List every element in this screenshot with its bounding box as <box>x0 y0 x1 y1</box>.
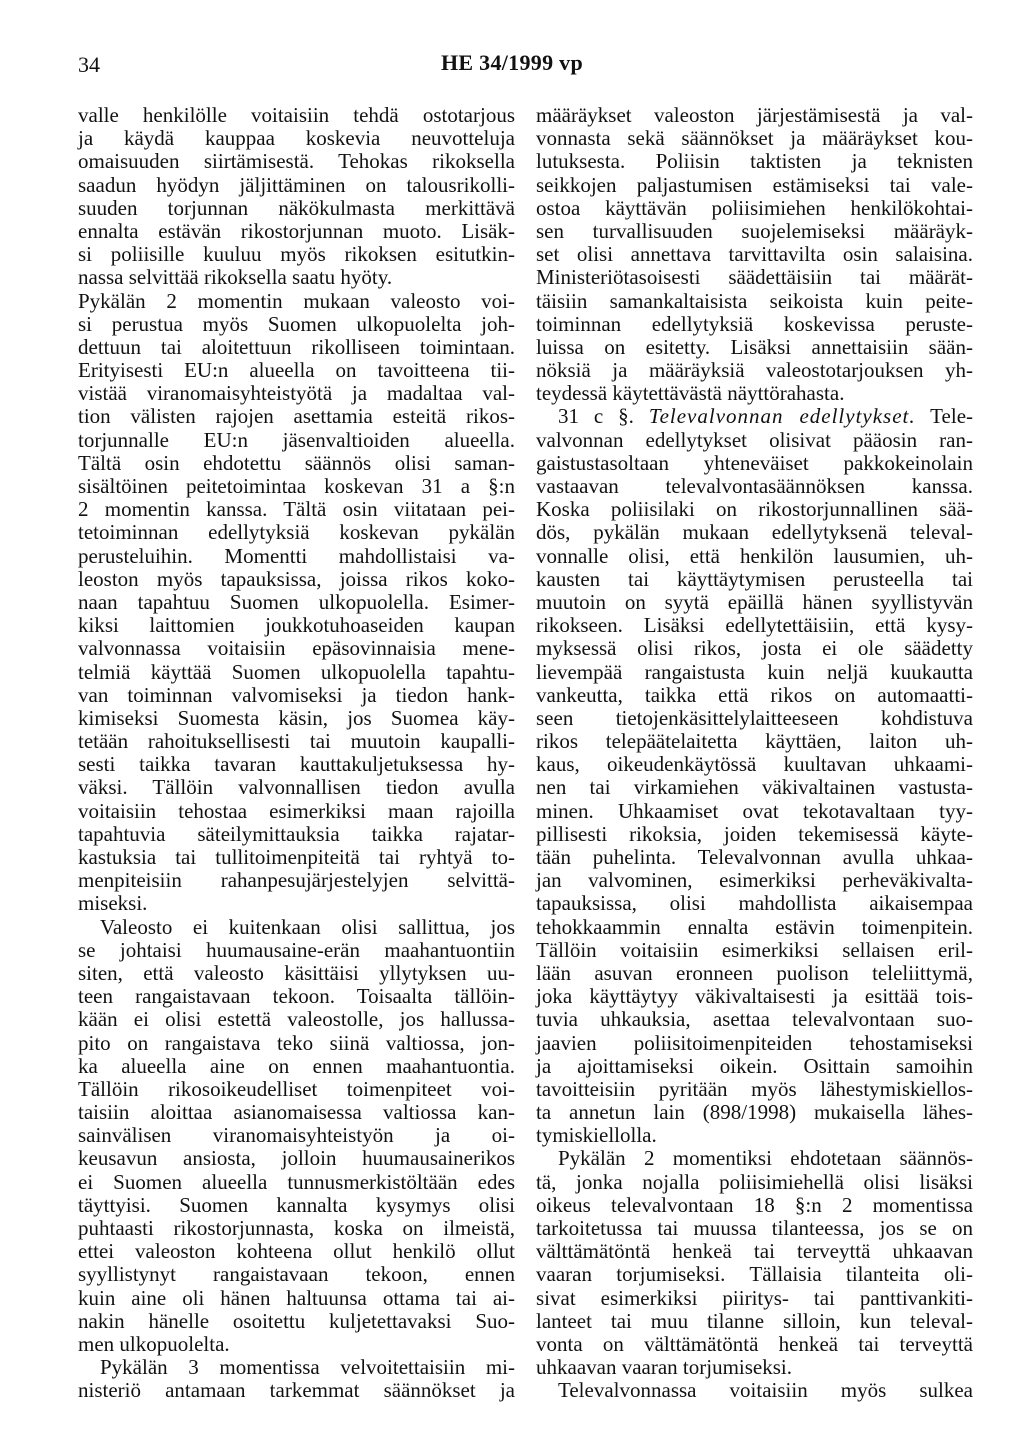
text-line: kausten tai käyttäytymisen perusteella tai <box>536 566 973 591</box>
text-line: jan valvominen, esimerkiksi perheväkivalta- <box>536 868 973 893</box>
text-line: tehokkaammin ennalta estävin toimenpitein. <box>536 914 973 939</box>
text-line: vistää viranomaisyhteistyötä ja madaltaa val- <box>78 381 515 406</box>
section-number: 31 c §. <box>558 404 634 429</box>
text-line: tymiskiellolla. <box>536 1123 657 1148</box>
text-line: kuin aine oli hänen haltuunsa ottama tai ai- <box>78 1285 515 1310</box>
text-line: Pykälän 2 momentiksi ehdotetaan säännös- <box>558 1146 973 1171</box>
page-number: 34 <box>78 52 100 77</box>
text-line: Erityisesti EU:n alueella on tavoitteena tii- <box>78 358 515 383</box>
text-line: syyllistynyt rangaistavaan tekoon, ennen <box>78 1262 515 1287</box>
text-line: lievempää rangaistusta kuin neljä kuukautta <box>536 659 973 684</box>
text-line: Televalvonnassa voitaisiin myös sulkea <box>558 1378 973 1403</box>
text-line: joka käyttäytyy väkivaltaisesti ja esittää tois- <box>536 984 973 1009</box>
text-line: ta annetun lain (898/1998) mukaisella lähes- <box>536 1100 973 1125</box>
text-line: van toiminnan valvomiseksi ja tiedon hank- <box>78 682 515 707</box>
text-line: pillisesti rikoksia, joiden tekemisessä käyte- <box>536 821 973 846</box>
text-line: vonta on välttämätöntä henkeä tai terveyttä <box>536 1331 973 1356</box>
text-line: Valeosto ei kuitenkaan olisi sallittua, jos <box>100 914 515 939</box>
text-line: minen. Uhkaamiset ovat tekotavaltaan tyy- <box>536 798 973 823</box>
text-line: teydessä käytettävästä näyttörahasta. <box>536 381 845 406</box>
text-line: luissa on esitetty. Lisäksi annettaisiin sään- <box>536 334 973 359</box>
text-line: lutuksesta. Poliisin taktisten ja teknisten <box>536 149 973 174</box>
text-line: ostoa käyttävän poliisimiehen henkilökohtai- <box>536 195 973 220</box>
text-line: muutoin on syytä epäillä hänen syyllistyvän <box>536 589 973 614</box>
section-title: Televalvonnan edellytykset. <box>648 404 916 429</box>
text-line: 31 c §. Televalvonnan edellytykset. Tele- <box>558 404 974 429</box>
text-line: sen turvallisuuden suojelemiseksi määräyk- <box>536 218 973 243</box>
text-line: vonnalle olisi, että henkilön lausumien, uh- <box>536 543 973 568</box>
text-line: keusavun ansiosta, jolloin huumausainerikos <box>78 1146 515 1171</box>
text-line: täisiin samankaltaisista seikoista kuin peite- <box>536 288 973 313</box>
text-line: tavoitteisiin pyritään myös lähestymiskiellos- <box>536 1076 973 1101</box>
text-line: kastuksia tai tullitoimenpiteitä tai ryhtyä to- <box>78 845 515 869</box>
right-text-column <box>536 104 973 1403</box>
text-line: tetään rahoituksellisesti tai muutoin kaupalli- <box>78 729 515 754</box>
text-line: dös, pykälän mukaan edellytyksenä televal- <box>536 520 973 545</box>
text-line: telmiä käyttää Suomen ulkopuolella tapahtu- <box>78 659 515 684</box>
text-line: tarkoitetussa tai muussa tilanteessa, jos se on <box>536 1216 973 1240</box>
text-line: 2 momentin kanssa. Tältä osin viitataan pei- <box>78 497 515 522</box>
text-line: teen rangaistavaan tekoon. Toisaalta tällöin- <box>78 984 515 1009</box>
text-line: väksi. Tällöin valvonnallisen tiedon avulla <box>78 775 515 800</box>
text-line: määräykset valeoston järjestämisestä ja val- <box>536 103 973 127</box>
text-line: jaavien poliisitoimenpiteiden tehostamiseksi <box>536 1030 973 1055</box>
text-line: vastaavan televalvontasäännöksen kanssa. <box>536 474 973 498</box>
text-line: täyttyisi. Suomen kannalta kysymys olisi <box>78 1192 515 1217</box>
text-line: men ulkopuolelta. <box>78 1331 230 1356</box>
text-line: naan tapahtuu Suomen ulkopuolella. Esimer- <box>78 589 515 614</box>
text-line: suuden torjunnan näkökulmasta merkittävä <box>78 195 515 220</box>
text-line: sivat esimerkiksi piiritys- tai panttivankiti- <box>536 1285 973 1310</box>
text-line: lään asuvan eronneen puolison teleliittymä, <box>536 960 973 985</box>
text-line: kaus, oikeudenkäytössä kuultavan uhkaami- <box>536 752 973 777</box>
text-line: leoston myös tapauksissa, joissa rikos koko- <box>78 566 515 591</box>
text-line: menpiteisiin rahanpesujärjestelyjen selvittä- <box>78 868 515 893</box>
text-line: si perustua myös Suomen ulkopuolelta joh- <box>78 311 515 336</box>
text-line: dettuun tai aloitettuun rikolliseen toimintaan. <box>78 334 515 359</box>
text-line: nöksiä ja määräyksiä valeostotarjouksen yh- <box>536 358 973 383</box>
text-line: siten, että valeosto käsittäisi yllytyksen uu- <box>78 960 515 985</box>
text-line: vankeutta, taikka että rikos on automaatti- <box>536 682 973 707</box>
text-line: omaisuuden siirtämisestä. Tehokas rikoksella <box>78 149 515 174</box>
text-line: rikos telepäätelaitetta käyttäen, laiton uh- <box>536 729 973 754</box>
text-line: Tältä osin ehdotettu säännös olisi saman- <box>78 450 515 475</box>
text-line: vaaran torjumiseksi. Tällaisia tilanteita oli- <box>536 1262 973 1287</box>
text-line: tapahtuvia säteilymittauksia taikka rajatar- <box>78 821 515 846</box>
text-line: taisiin aloittaa asianomaisessa valtiossa kan- <box>78 1100 515 1125</box>
text-line: sainvälisen viranomaisyhteistyön ja oi- <box>78 1123 515 1148</box>
text-line: ja ajoittamiseksi oikein. Osittain samoihin <box>536 1053 973 1078</box>
text-line: lanteet tai muu tilanne silloin, kun televal- <box>536 1308 973 1333</box>
running-head: HE 34/1999 vp <box>440 50 584 75</box>
text-line: nassa selvittää rikoksella saatu hyöty. <box>78 265 393 290</box>
text-line: vonnasta sekä säännökset ja määräykset kou- <box>536 126 973 151</box>
text-line: se johtaisi huumausaine-erän maahantuontiin <box>78 937 515 962</box>
text-line: tetoiminnan edellytyksiä koskevan pykälän <box>78 520 515 545</box>
text-line: Tällöin rikosoikeudelliset toimenpiteet voi- <box>78 1076 515 1101</box>
text-line: valle henkilölle voitaisiin tehdä ostotarjous <box>78 103 515 127</box>
text-line: toiminnan edellytyksiä koskevissa peruste- <box>536 311 973 336</box>
text-line: tapauksissa, olisi mahdollista aikaisempaa <box>536 891 973 916</box>
text-line: oikeus televalvontaan 18 §:n 2 momentissa <box>536 1192 973 1217</box>
text-line: puhtaasti rikostorjunnasta, koska on ilmeistä, <box>78 1216 515 1240</box>
text-line: kimiseksi Suomesta käsin, jos Suomea käy- <box>78 705 515 730</box>
text-line: si poliisille kuuluu myös rikoksen esitutkin- <box>78 242 515 267</box>
text-line: miseksi. <box>78 891 148 916</box>
text-line: myksessä olisi rikos, josta ei ole säädetty <box>536 636 973 661</box>
text-line: pito on rangaistava teko siinä valtiossa, jon- <box>78 1030 515 1055</box>
text-line: välttämätöntä henkeä tai terveyttä uhkaavan <box>536 1239 973 1264</box>
text-line: ei Suomen alueella tunnusmerkistöltään edes <box>78 1169 515 1194</box>
text-line: Koska poliisilaki on rikostorjunnallinen sää- <box>536 497 973 522</box>
text-line: tään puhelinta. Televalvonnan avulla uhkaa- <box>536 845 973 869</box>
text-line: valvonnan edellytykset olisivat pääosin ran- <box>536 427 973 452</box>
text-line: Pykälän 2 momentin mukaan valeosto voi- <box>78 288 515 313</box>
text-line: seen tietojenkäsittelylaitteeseen kohdistuva <box>536 705 973 730</box>
text-line: Tällöin voitaisiin esimerkiksi sellaisen eril- <box>536 937 973 962</box>
text-line: kään ei olisi estettä valeostolle, jos hallussa- <box>78 1007 515 1032</box>
text-line: Ministeriötasoisesti säädettäisiin tai määrät- <box>536 265 973 290</box>
text-line: sesti taikka tavaran kauttakuljetuksessa hy- <box>78 752 515 777</box>
text-line: ja käydä kauppaa koskevia neuvotteluja <box>78 126 515 151</box>
text-line: perusteluihin. Momentti mahdollistaisi va- <box>78 543 515 568</box>
text-line: Pykälän 3 momentissa velvoitettaisiin mi- <box>100 1355 515 1380</box>
text-line: valvonnassa voitaisiin epäsovinnaisia mene- <box>78 636 515 661</box>
text-line: ka alueella aine on ennen maahantuontia. <box>78 1053 515 1078</box>
text-line: tä, jonka nojalla poliisimiehellä olisi lisäksi <box>536 1169 973 1194</box>
text-line: gaistustasoltaan yhteneväiset pakkokeinolain <box>536 450 973 475</box>
text-line: nen tai virkamiehen väkivaltainen vastusta- <box>536 775 973 800</box>
text-line: uhkaavan vaaran torjumiseksi. <box>536 1355 792 1380</box>
text-line: set olisi annettava tarvittavilta osin salaisina. <box>536 242 973 267</box>
left-text-column <box>78 104 515 1403</box>
text-line: rikokseen. Lisäksi edellytettäisiin, että kysy- <box>536 613 973 638</box>
text-line: ennalta estävän rikostorjunnan muoto. Lisäk- <box>78 218 515 243</box>
text-line: tion välisten rajojen asettamia esteitä rikos- <box>78 404 515 429</box>
text-line: voitaisiin tehostaa esimerkiksi maan rajoilla <box>78 798 515 823</box>
text-line: sisältöinen peitetoimintaa koskevan 31 a §:n <box>78 474 515 498</box>
text-line: nakin hänelle osoitettu kuljetettavaksi Suo- <box>78 1308 515 1333</box>
text-line: nisteriö antamaan tarkemmat säännökset ja <box>78 1378 515 1403</box>
text-line: saadun hyödyn jäljittäminen on talousrikolli- <box>78 172 515 197</box>
text-line: ettei valeoston kohteena ollut henkilö ollut <box>78 1239 515 1264</box>
text-line: torjunnalle EU:n jäsenvaltioiden alueella. <box>78 427 515 452</box>
text-line: kiksi laittomien joukkotuhoaseiden kaupan <box>78 613 515 638</box>
text-line: seikkojen paljastumisen estämiseksi tai vale- <box>536 172 973 197</box>
text-line: tuvia uhkauksia, asettaa televalvontaan suo- <box>536 1007 973 1032</box>
